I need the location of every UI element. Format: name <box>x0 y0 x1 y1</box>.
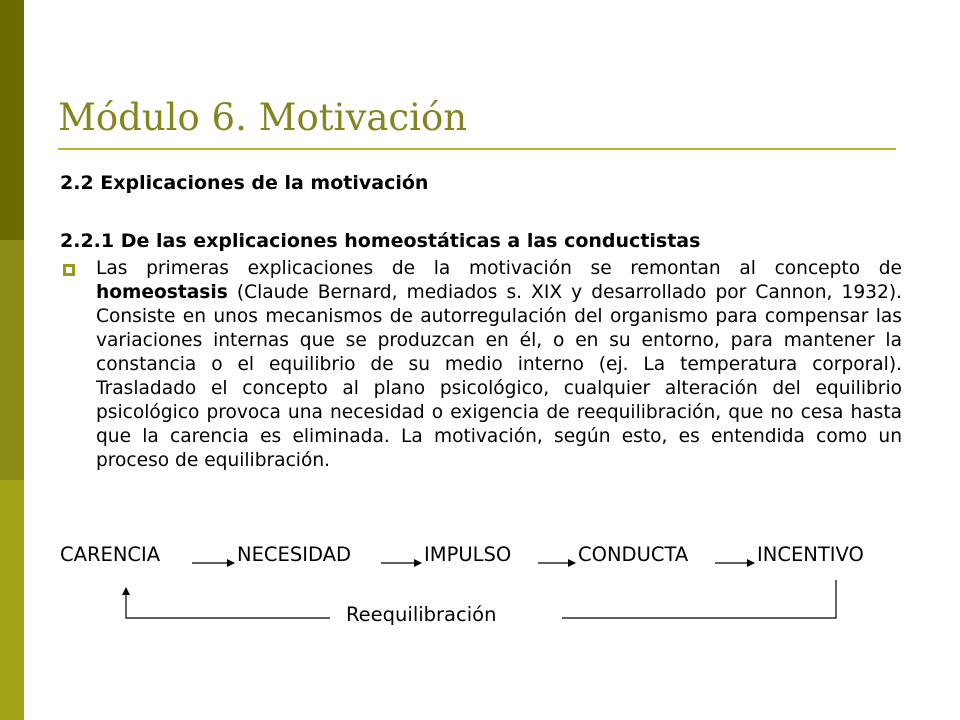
paragraph-text-after: (Claude Bernard, mediados s. XIX y desarrollado por Cannon, 1932). Consiste en unos mecanismos de autorregulación del organismo para compensar las variaciones internas que se produzcan en él, o en su entorno, para mantener la constancia o el equilibrio de su medio interno (ej. La temperatura corporal). Trasladado el concepto al plano psicológico, cualquier alteración del equilibrio psicológico provoca una necesidad o exigencia de reequilibración, que no cesa hasta que la carencia es eliminada. La motivación, según esto, es entendida como un proceso de equilibración. <box>96 282 902 471</box>
slide-title: Módulo 6. Motivación <box>58 96 468 139</box>
homeostasis-term: homeostasis <box>96 282 228 303</box>
homeostasis-paragraph <box>96 257 902 473</box>
diagram-term-necesidad: NECESIDAD <box>237 543 352 566</box>
subsection-heading: 2.2.1 De las explicaciones homeostáticas a las conductistas <box>60 230 701 252</box>
diagram-term-conducta: CONDUCTA <box>578 543 689 566</box>
section-heading: 2.2 Explicaciones de la motivación <box>60 172 429 194</box>
diagram-term-impulso: IMPULSO <box>424 543 512 566</box>
sidebar-band-middle <box>0 240 24 480</box>
title-underline <box>58 148 896 150</box>
sidebar-band-bottom <box>0 480 24 720</box>
diagram-term-carencia: CARENCIA <box>60 543 161 566</box>
feedback-line-right <box>562 580 836 618</box>
square-bullet-icon <box>62 263 76 277</box>
diagram-term-incentivo: INCENTIVO <box>757 543 864 566</box>
feedback-line-left <box>126 588 330 618</box>
sidebar-band-top <box>0 0 24 240</box>
paragraph-text-before: Las primeras explicaciones de la motivación se remontan al concepto de <box>96 258 902 279</box>
feedback-label: Reequilibración <box>346 603 497 626</box>
sidebar-decoration <box>0 0 24 720</box>
